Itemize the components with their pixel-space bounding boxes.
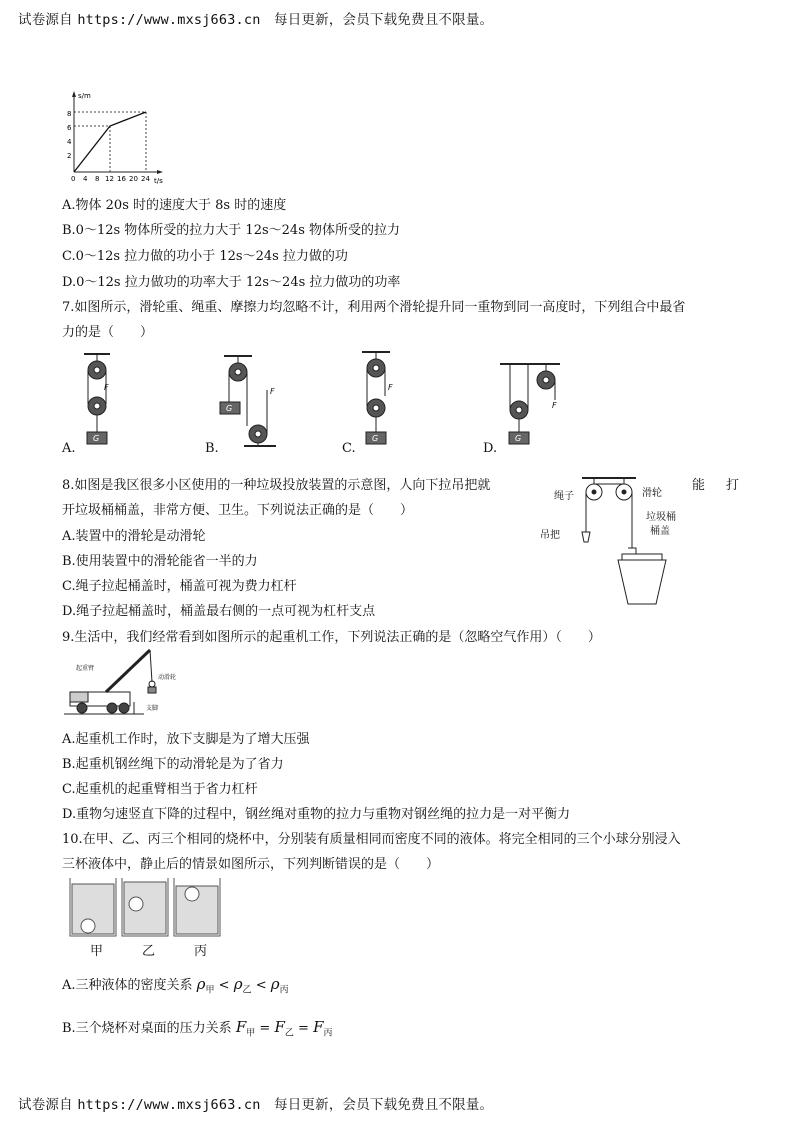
header-slogan: 每日更新，会员下载免费且不限量。 (274, 12, 494, 28)
q6-option-c: C.0～12s 拉力做的功小于 12s～24s 拉力做的功 (62, 249, 348, 264)
q10-stem: 10.在甲、乙、丙三个相同的烧杯中，分别装有质量相同而密度不同的液体。将完全相同的三个小球分别浸入 (62, 832, 681, 847)
q9-stem: 9.生活中，我们经常看到如图所示的起重机工作，下列说法正确的是（忽略空气作用）（ ） (62, 630, 601, 645)
q9-option-c: C.起重机的起重臂相当于省力杠杆 (62, 782, 258, 797)
q7-label-a: A. (62, 441, 76, 456)
q10-option-b-text: B.三个烧杯对桌面的压力关系 (62, 1021, 232, 1036)
x-tick: 0 (71, 175, 76, 183)
weight-label: G (372, 434, 379, 443)
q7-label-c: C. (342, 441, 356, 456)
q8-stem: 8.如图是我区很多小区使用的一种垃圾投放装置的示意图，人向下拉吊把就 (62, 478, 491, 493)
q8-option-d: D.绳子拉起桶盖时，桶盖最右侧的一点可视为杠杆支点 (62, 604, 376, 619)
beaker-label-jia: 甲 (90, 944, 104, 959)
q9-crane-figure (62, 646, 192, 720)
q8-stem-cont: 开垃圾桶桶盖，非常方便、卫生。下列说法正确的是（ ） (62, 503, 414, 518)
pulley-label: 滑轮 (642, 488, 662, 499)
rope-label: 绳子 (554, 491, 574, 502)
q6-option-b: B.0～12s 物体所受的拉力大于 12s～24s 物体所受的拉力 (62, 223, 400, 238)
bin-label: 垃圾桶 (646, 512, 676, 523)
beaker-label-yi: 乙 (142, 944, 156, 959)
q8-option-a: A.装置中的滑轮是动滑轮 (62, 529, 206, 544)
footer-slogan: 每日更新，会员下载免费且不限量。 (274, 1097, 494, 1113)
weight-label: G (226, 404, 233, 413)
q8-option-b: B.使用装置中的滑轮能省一半的力 (62, 554, 258, 569)
force-label: F (104, 383, 109, 392)
weight-label: G (93, 434, 100, 443)
q9-option-b: B.起重机钢丝绳下的动滑轮是为了省力 (62, 757, 284, 772)
q8-stem-end: 能 打 (692, 478, 744, 493)
graph-ylabel: s/m (78, 92, 91, 100)
footer-url[interactable]: https://www.mxsj663.cn (77, 1097, 261, 1113)
q9-option-a: A.起重机工作时，放下支脚是为了增大压强 (62, 732, 310, 747)
graph-xlabel: t/s (154, 177, 163, 185)
q7-stem-cont: 力的是（ ） (62, 325, 154, 340)
q10-beakers-figure (66, 874, 226, 942)
y-tick: 2 (67, 152, 72, 160)
leg-label: 支脚 (146, 705, 159, 712)
moving-pulley-label: 动滑轮 (158, 674, 177, 681)
force-label: F (388, 383, 393, 392)
x-tick: 16 (117, 175, 126, 183)
q7-label-d: D. (483, 441, 498, 456)
q6-option-d: D.0～12s 拉力做功的功率大于 12s～24s 拉力做功的功率 (62, 275, 401, 290)
x-tick: 20 (129, 175, 138, 183)
force-label: F (552, 401, 557, 410)
q10-option-a: A.三种液体的密度关系 $\rho_甲 < \rho_乙 < \rho_丙$ (62, 975, 289, 996)
q10-option-a-text: A.三种液体的密度关系 (62, 978, 193, 993)
force-label: F (270, 387, 275, 396)
x-tick: 4 (83, 175, 88, 183)
lid-label: 桶盖 (650, 526, 670, 537)
x-tick: 24 (141, 175, 150, 183)
q7-stem: 7.如图所示，滑轮重、绳重、摩擦力均忽略不计，利用两个滑轮提升同一重物到同一高度时，下列组合中最省 (62, 300, 686, 315)
q7-label-b: B. (205, 441, 219, 456)
distance-time-graph (56, 88, 166, 186)
q10-option-b: B.三个烧杯对桌面的压力关系 $F_甲 = F_乙 = F_丙$ (62, 1018, 333, 1039)
x-tick: 8 (95, 175, 100, 183)
q10-stem-cont: 三杯液体中，静止后的情景如图所示，下列判断错误的是（ ） (62, 857, 440, 872)
page-footer (18, 1093, 493, 1113)
header-source: 试卷源自 (18, 12, 73, 28)
weight-label: G (515, 434, 522, 443)
q8-garbage-bin-figure (540, 466, 690, 608)
y-tick: 8 (67, 110, 72, 118)
q6-option-a: A.物体 20s 时的速度大于 8s 时的速度 (62, 198, 287, 213)
q9-option-d: D.重物匀速竖直下降的过程中，钢丝绳对重物的拉力与重物对钢丝绳的拉力是一对平衡力 (62, 807, 571, 822)
beaker-label-bing: 丙 (194, 944, 208, 959)
arm-label: 起重臂 (76, 665, 95, 672)
y-tick: 6 (67, 124, 72, 132)
x-tick: 12 (105, 175, 114, 183)
page-header (18, 8, 493, 28)
footer-source: 试卷源自 (18, 1097, 73, 1113)
header-url[interactable]: https://www.mxsj663.cn (77, 12, 261, 28)
handle-label: 吊把 (540, 530, 560, 541)
y-tick: 4 (67, 138, 72, 146)
q8-option-c: C.绳子拉起桶盖时，桶盖可视为费力杠杆 (62, 579, 297, 594)
